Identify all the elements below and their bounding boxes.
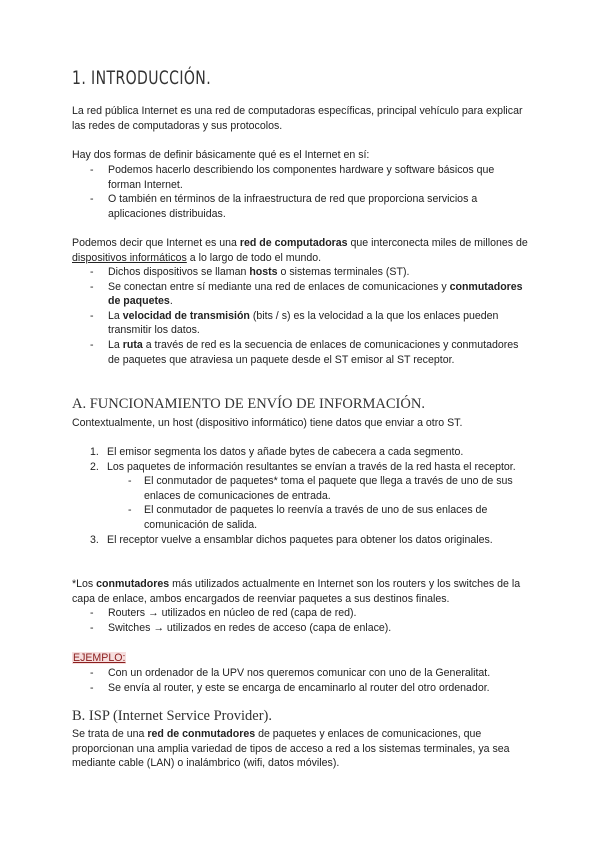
list-item: - Routers → utilizados en núcleo de red (capa de red). [90,606,530,621]
step-item [90,533,530,548]
text-segment: a lo largo de todo el mundo. [186,251,322,264]
definition-list [90,163,530,221]
section-b-heading: B. ISP (Internet Service Provider). [72,708,272,724]
bold-term: red de computadoras [239,237,348,249]
steps-list [90,445,530,547]
step-item [90,445,530,460]
list-item: - O también en términos de la infraestructura de red que proporciona servicios a aplicaciones distribuidas. [90,192,530,221]
text-segment: La [108,338,123,351]
bold-term: hosts [249,266,278,278]
text-segment: que interconecta miles de millones de [347,237,528,249]
text-segment: de paquetes y enlaces de comunicaciones, que proporcionan una amplia variedad de tipos de acceso a red a los sistemas terminales, ya sea mediante cable (LAN) o inalámbrico (wifi, datos móviles). [72,728,510,770]
list-item: - El conmutador de paquetes lo reenvía a través de uno de sus enlaces de comunicación de salida. [107,503,530,532]
text-segment: Dichos dispositivos se llaman [108,266,250,278]
step-item [90,460,530,533]
switches-list [90,606,530,635]
list-item: - Podemos hacerlo describiendo los componentes hardware y software básicos que forman Internet. [90,163,530,192]
text-segment: . [169,295,173,308]
text-segment: *Los [72,578,97,590]
list-item: - Switches → utilizados en redes de acceso (capa de enlace). [90,621,530,636]
text-segment: o sistemas terminales (ST). [277,266,410,278]
step-text: Los paquetes de información resultantes se envían a través de la red hasta el receptor. [107,460,516,473]
intro-paragraph: La red pública Internet es una red de computadoras específicas, principal vehículo para explicar las redes de computadoras y sus protocolos. [72,105,523,132]
bold-term: ruta [122,338,143,351]
substeps-list [107,474,530,532]
step-number: 3. [90,533,99,546]
list-item [90,265,530,280]
bold-term: red de conmutadores [147,728,256,740]
bold-term: conmutadores [96,578,170,590]
step-number: 1. [90,446,99,458]
switches-note [72,577,532,606]
text-segment: más utilizados actualmente en Internet son los routers y los switches de la capa de enlace, ambos encargados de reenviar paquetes a sus destinos finales. [72,578,521,605]
step-number: 2. [90,460,99,473]
bold-term: conmutadores de paquetes [108,280,523,308]
step-text: El receptor vuelve a ensamblar dichos paquetes para obtener los datos originales. [107,533,493,546]
section-b-paragraph [72,727,534,771]
section-a-intro: Contextualmente, un host (dispositivo informático) tiene datos que enviar a otro ST. [72,417,463,429]
text-segment: Se conectan entre sí mediante una red de enlaces de comunicaciones y [108,280,450,293]
example-label: EJEMPLO: [73,652,126,664]
list-item [90,309,530,338]
step-text: El emisor segmenta los datos y añade bytes de cabecera a cada segmento. [107,446,464,458]
definition-intro: Hay dos formas de definir básicamente qué es el Internet en sí: [72,149,370,161]
list-item [90,280,530,309]
text-segment: Se trata de una [72,728,148,740]
bold-term: velocidad de transmisión [122,309,250,322]
example-list [90,666,530,695]
text-segment: La [108,309,123,322]
list-item: - Con un ordenador de la UPV nos queremos comunicar con uno de la Generalitat. [90,666,530,681]
underlined-term: dispositivos informáticos [72,251,187,264]
text-segment: a través de red es la secuencia de enlaces de comunicaciones y conmutadores de paquetes que atraviesa un paquete desde el ST emisor al ST receptor. [108,338,519,366]
list-item: - Se envía al router, y este se encarga de encaminarlo al router del otro ordenador. [90,681,530,696]
network-paragraph [72,236,532,265]
text-segment: Podemos decir que Internet es una [72,237,240,249]
section-a-heading: A. FUNCIONAMIENTO DE ENVÍO DE INFORMACIÓN. [72,396,425,412]
page-title: 1. INTRODUCCIÓN. [72,67,212,89]
list-item: - El conmutador de paquetes* toma el paquete que llega a través de uno de sus enlaces de comunicaciones de entrada. [107,474,530,503]
network-list [90,265,530,367]
text-segment: (bits / s) es la velocidad a la que los enlaces pueden transmitir los datos. [108,309,499,337]
list-item [90,338,530,367]
example-label-row [72,651,532,666]
